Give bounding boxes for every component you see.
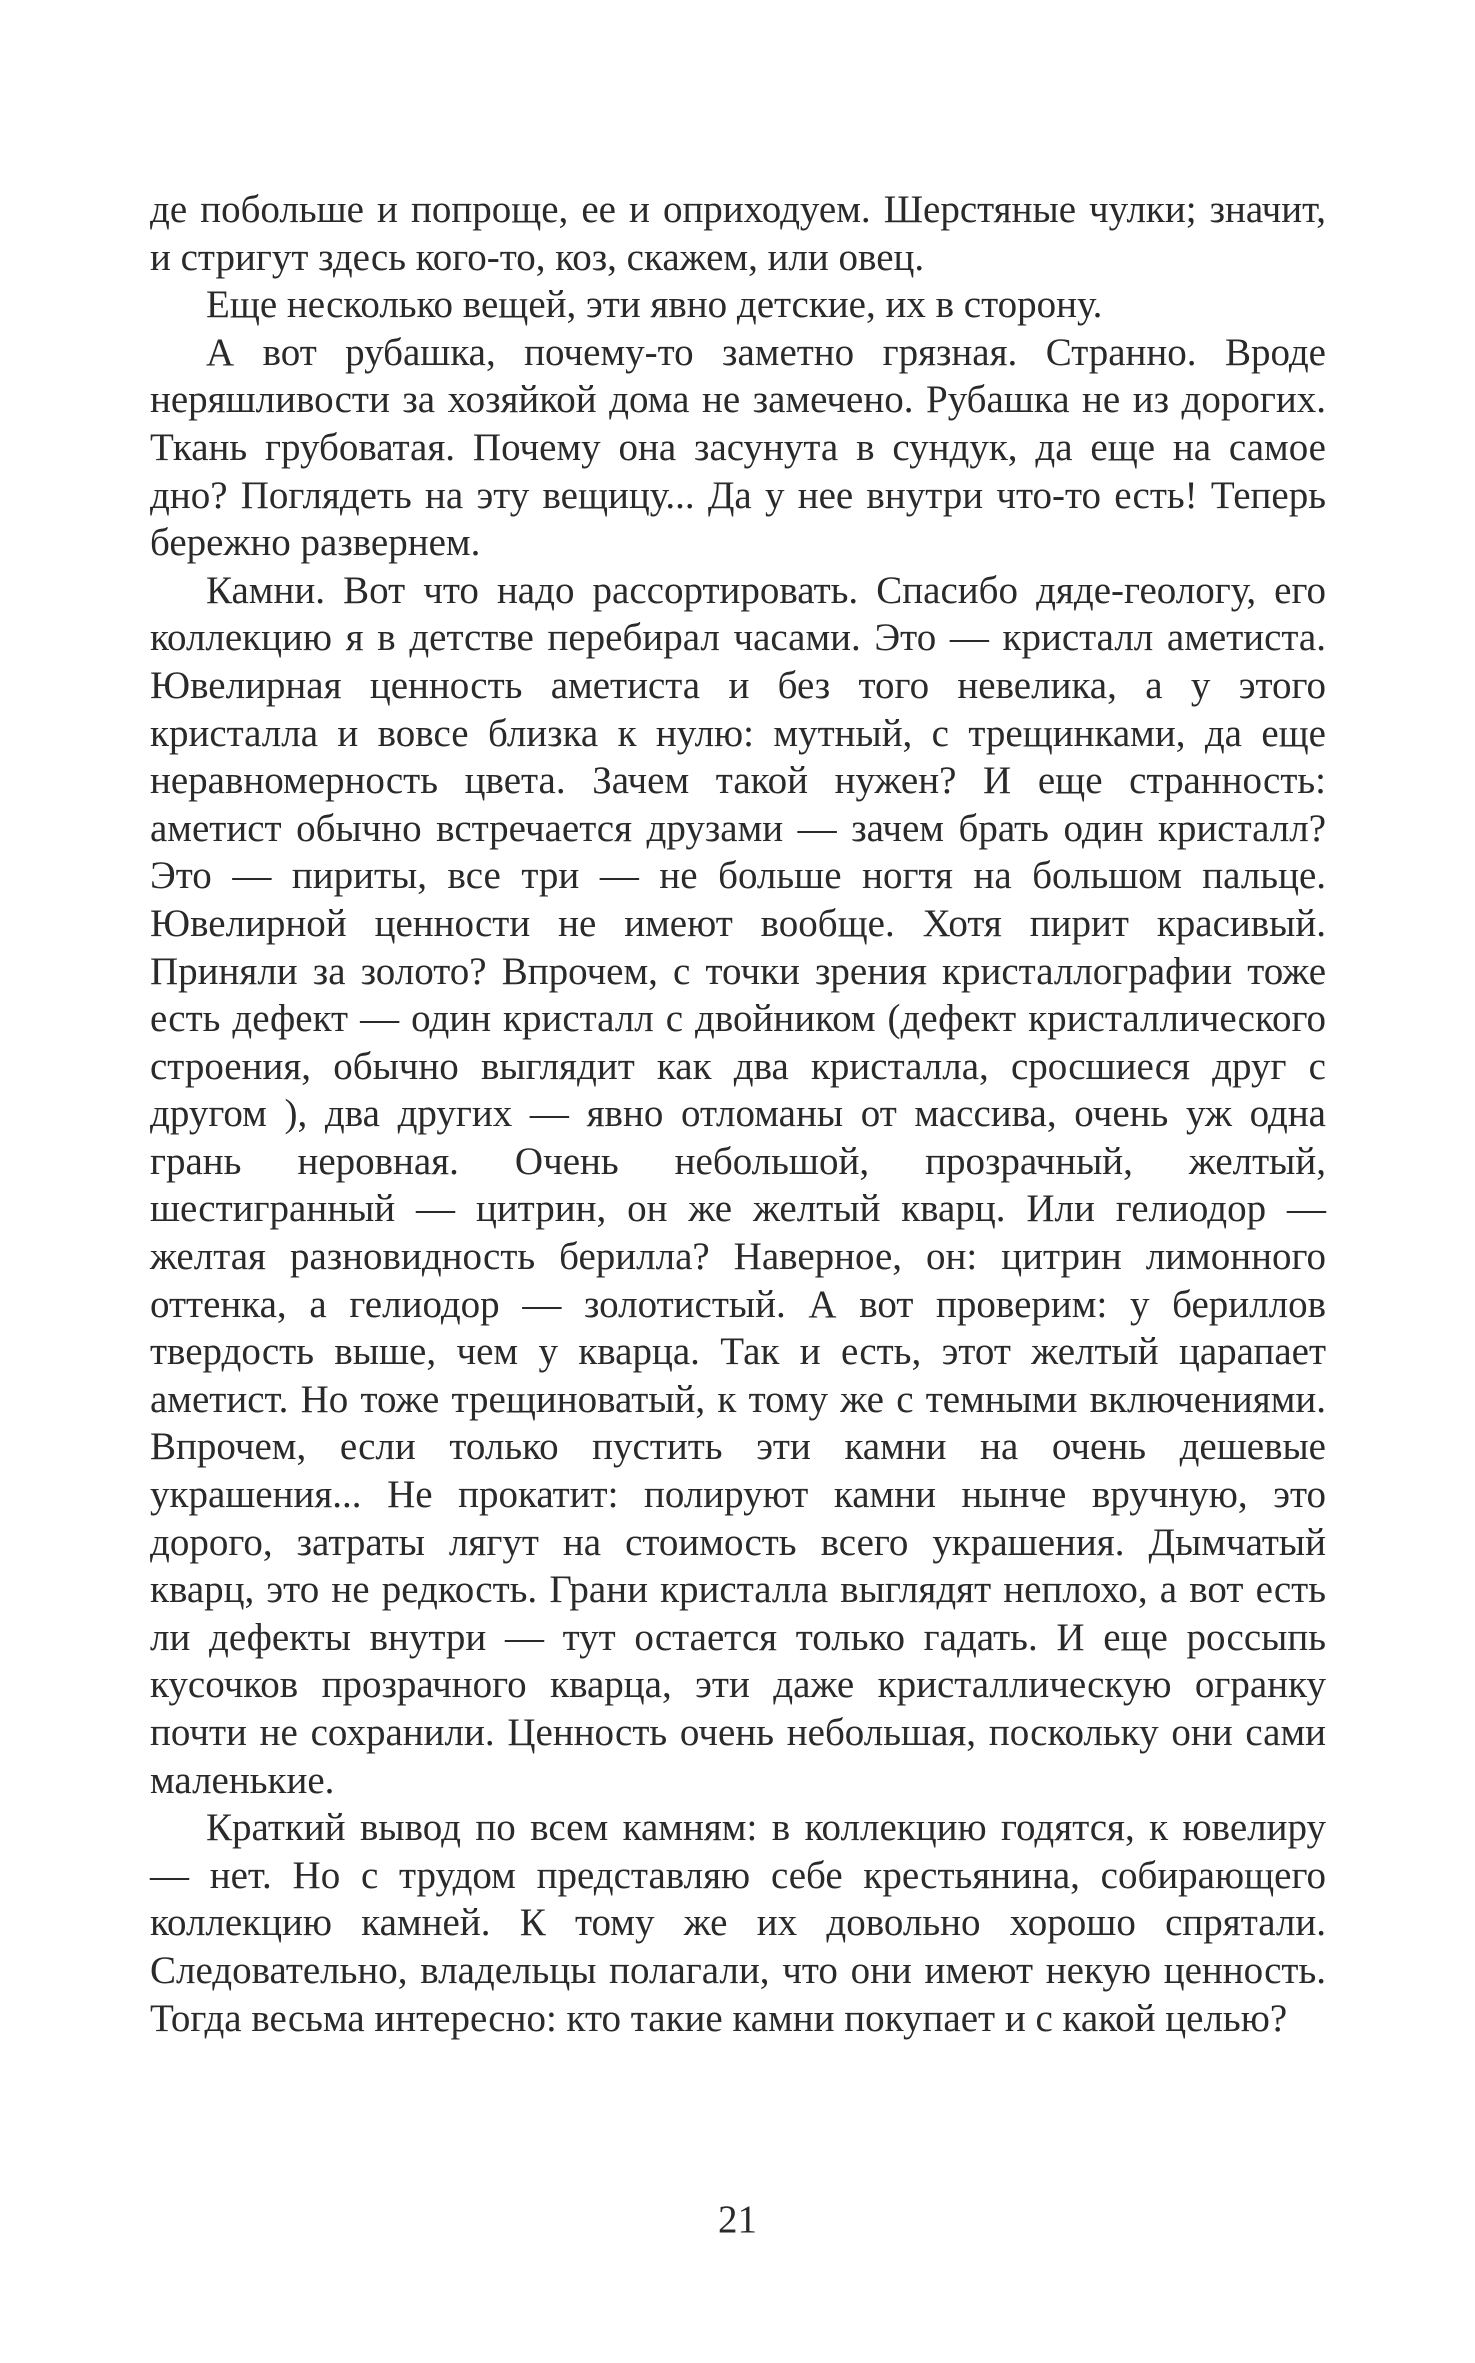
body-text [150,186,1326,2042]
page-number: 21 [718,2198,757,2241]
paragraph-continuation: де побольше и попроще, ее и оприходуем. Шерстяные чулки; значит, и стригут здесь кого-то, коз, скажем, или овец. [150,188,1326,279]
paragraph-conclusion: Краткий вывод по всем камням: в коллекцию годятся, к ювелиру — нет. Но с трудом представляю себе крестьянина, собирающего коллекцию камней. К тому же их довольно хорошо спрятали. Следовательно, владельцы полагали, что они имеют некую ценность. Тогда весьма интересно: кто такие камни покупает и с какой целью? [150,1806,1326,2040]
paragraph-children-things: Еще несколько вещей, эти явно детские, их в сторону. [206,283,1103,327]
paragraph-stones: Камни. Вот что надо рассортировать. Спасибо дяде-геологу, его коллекцию я в детстве перебирал часами. Это — кристалл аметиста. Ювелирная ценность аметиста и без того невелика, а у этого кристалла и вовсе близка к нулю: мутный, с трещинками, да еще неравномерность цвета. Зачем такой нужен? И еще странность: аметист обычно встречается друзами — зачем брать один кристалл? Это — пириты, все три — не больше ногтя на большом пальце. Ювелирной ценности не имеют вообще. Хотя пирит красивый. Приняли за золото? Впрочем, с точки зрения кристаллографии тоже есть дефект — один кристалл с двойником (дефект кристаллического строения, обычно выглядит как два кристалла, сросшиеся друг с другом ), два других — явно отломаны от массива, очень уж одна грань неровная. Очень небольшой, прозрачный, желтый, шестигранный — цитрин, он же желтый кварц. Или гелиодор — желтая разновидность берилла? Наверное, он: цитрин лимонного оттенка, а гелиодор — золотистый. А вот проверим: у бериллов твердость выше, чем у кварца. Так и есть, этот желтый царапает аметист. Но тоже трещиноватый, к тому же с темными включениями. Впрочем, если только пустить эти камни на очень дешевые украшения... Не прокатит: полируют камни нынче вручную, это дорого, затраты лягут на стоимость всего украшения. Дымчатый кварц, это не редкость. Грани кристалла выглядят неплохо, а вот есть ли дефекты внутри — тут остается только гадать. И еще россыпь кусочков прозрачного кварца, эти даже кристаллическую огранку почти не сохранили. Ценность очень небольшая, поскольку они сами маленькие. [150,568,1326,1802]
paragraph-dirty-shirt: А вот рубашка, почему-то заметно грязная. Странно. Вроде неряшливости за хозяйкой дома не замечено. Рубашка не из дорогих. Ткань грубоватая. Почему она засунута в сундук, да еще на самое дно? Поглядеть на эту вещицу... Да у нее внутри что-то есть! Теперь бережно развернем. [150,330,1326,565]
